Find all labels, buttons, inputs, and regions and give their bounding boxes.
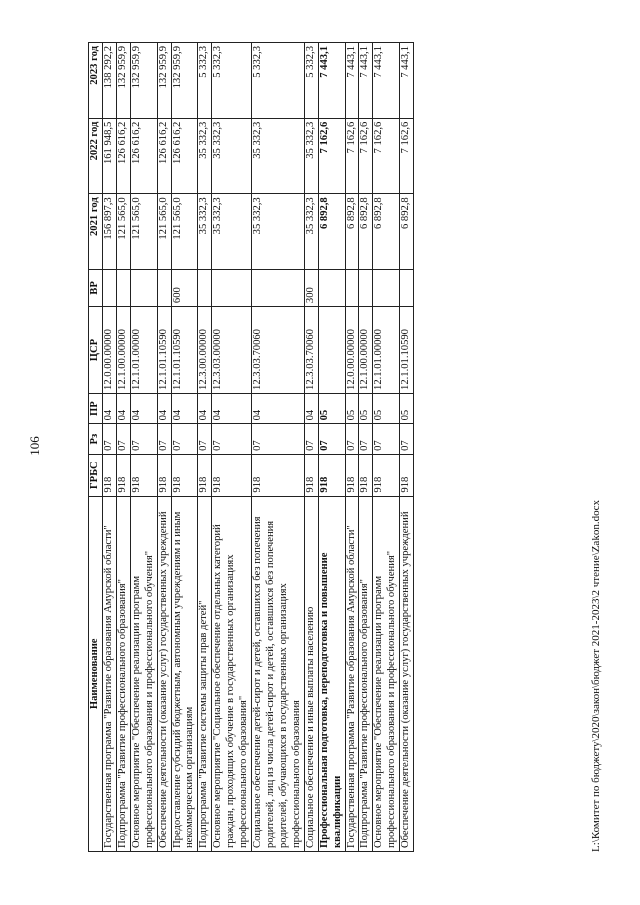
cell-name: Подпрограмма "Развитие профессионального образования"	[359, 496, 373, 851]
cell-pr: 04	[102, 393, 116, 423]
header-pr: ПР	[89, 393, 103, 423]
cell-csr: 12.3.00.00000	[198, 307, 212, 394]
cell-grbs: 918	[130, 454, 157, 496]
cell-y2023: 7 443,1	[345, 43, 359, 119]
cell-pr: 04	[130, 393, 157, 423]
page-number: 106	[27, 436, 42, 456]
cell-csr: 12.1.00.00000	[116, 307, 130, 394]
cell-y2023: 132 959,9	[116, 43, 130, 119]
cell-vr: 300	[304, 269, 318, 306]
cell-pr: 05	[373, 393, 400, 423]
cell-grbs: 918	[171, 454, 198, 496]
table-row	[157, 43, 171, 852]
cell-name: Государственная программа "Развитие образования Амурской области"	[102, 496, 116, 851]
cell-name: Социальное обеспечение детей-сирот и детей, оставшихся без попечения родителей, лиц из числа детей-сирот и детей, оставшихся без попечения родителей, обучающихся в государственных организациях профессионального образования	[252, 496, 305, 851]
cell-rz: 07	[212, 424, 252, 454]
cell-rz: 07	[157, 424, 171, 454]
cell-vr	[212, 269, 252, 306]
cell-y2022: 35 332,3	[304, 118, 318, 194]
cell-rz: 07	[359, 424, 373, 454]
cell-y2022: 161 948,5	[102, 118, 116, 194]
cell-y2023: 7 443,1	[373, 43, 400, 119]
cell-y2021: 6 892,8	[373, 194, 400, 270]
table-row	[304, 43, 318, 852]
table-row	[171, 43, 198, 852]
cell-vr	[345, 269, 359, 306]
cell-y2021: 35 332,3	[252, 194, 305, 270]
cell-y2021: 121 565,0	[116, 194, 130, 270]
cell-rz: 07	[116, 424, 130, 454]
cell-y2022: 7 162,6	[359, 118, 373, 194]
cell-rz: 07	[171, 424, 198, 454]
cell-pr: 04	[157, 393, 171, 423]
cell-grbs: 918	[252, 454, 305, 496]
cell-y2021: 121 565,0	[130, 194, 157, 270]
header-vr: ВР	[89, 269, 103, 306]
table-row	[345, 43, 359, 852]
table-row	[198, 43, 212, 852]
cell-y2023: 5 332,3	[252, 43, 305, 119]
table-row	[252, 43, 305, 852]
cell-grbs: 918	[157, 454, 171, 496]
cell-grbs: 918	[345, 454, 359, 496]
cell-pr: 05	[318, 393, 345, 423]
cell-y2023: 138 292,2	[102, 43, 116, 119]
cell-y2022: 7 162,6	[373, 118, 400, 194]
cell-csr: 12.1.00.00000	[359, 307, 373, 394]
cell-pr: 04	[212, 393, 252, 423]
cell-y2023: 132 959,9	[171, 43, 198, 119]
cell-y2022: 126 616,2	[171, 118, 198, 194]
cell-y2021: 35 332,3	[304, 194, 318, 270]
cell-y2023: 132 959,9	[157, 43, 171, 119]
cell-csr: 12.0.00.00000	[102, 307, 116, 394]
cell-vr	[157, 269, 171, 306]
cell-name: Профессиональная подготовка, переподготовка и повышение квалификации	[318, 496, 345, 851]
cell-name: Подпрограмма "Развитие профессионального образования"	[116, 496, 130, 851]
cell-y2022: 126 616,2	[157, 118, 171, 194]
cell-y2022: 7 162,6	[400, 118, 414, 194]
cell-y2021: 156 897,3	[102, 194, 116, 270]
cell-rz: 07	[345, 424, 359, 454]
cell-y2022: 35 332,3	[212, 118, 252, 194]
cell-y2022: 35 332,3	[198, 118, 212, 194]
cell-y2021: 35 332,3	[198, 194, 212, 270]
cell-csr: 12.3.03.70060	[304, 307, 318, 394]
cell-vr	[359, 269, 373, 306]
cell-y2023: 7 443,1	[400, 43, 414, 119]
cell-name: Основное мероприятие "Обеспечение реализации программ профессионального образования и профессионального обучения"	[373, 496, 400, 851]
cell-csr: 12.1.01.00000	[130, 307, 157, 394]
table-row	[212, 43, 252, 852]
cell-y2021: 6 892,8	[345, 194, 359, 270]
cell-y2021: 6 892,8	[359, 194, 373, 270]
cell-y2021: 121 565,0	[171, 194, 198, 270]
header-2022: 2022 год	[89, 118, 103, 194]
cell-pr: 05	[359, 393, 373, 423]
table-body	[102, 43, 413, 852]
cell-rz: 07	[304, 424, 318, 454]
cell-csr: 12.0.00.00000	[345, 307, 359, 394]
table-row	[102, 43, 116, 852]
cell-y2022: 126 616,2	[116, 118, 130, 194]
cell-y2022: 35 332,3	[252, 118, 305, 194]
table-header-row	[89, 43, 103, 852]
table-row	[359, 43, 373, 852]
cell-pr: 04	[116, 393, 130, 423]
cell-name: Обеспечение деятельности (оказание услуг) государственных учреждений	[400, 496, 414, 851]
cell-name: Социальное обеспечение и иные выплаты населению	[304, 496, 318, 851]
table-row	[130, 43, 157, 852]
cell-rz: 07	[400, 424, 414, 454]
cell-rz: 07	[130, 424, 157, 454]
cell-vr: 600	[171, 269, 198, 306]
cell-vr	[130, 269, 157, 306]
cell-rz: 07	[198, 424, 212, 454]
table-row	[373, 43, 400, 852]
cell-y2023: 5 332,3	[198, 43, 212, 119]
budget-table	[88, 42, 414, 852]
cell-csr	[318, 307, 345, 394]
header-2021: 2021 год	[89, 194, 103, 270]
cell-y2022: 7 162,6	[345, 118, 359, 194]
cell-grbs: 918	[373, 454, 400, 496]
cell-pr: 04	[304, 393, 318, 423]
cell-vr	[400, 269, 414, 306]
cell-y2021: 6 892,8	[400, 194, 414, 270]
cell-csr: 12.1.01.10590	[157, 307, 171, 394]
cell-y2023: 5 332,3	[304, 43, 318, 119]
cell-pr: 04	[252, 393, 305, 423]
header-rz: Рз	[89, 424, 103, 454]
cell-y2023: 7 443,1	[318, 43, 345, 119]
table-row	[116, 43, 130, 852]
table-row	[400, 43, 414, 852]
cell-rz: 07	[318, 424, 345, 454]
cell-grbs: 918	[359, 454, 373, 496]
cell-name: Подпрограмма "Развитие системы защиты прав детей"	[198, 496, 212, 851]
cell-vr	[252, 269, 305, 306]
cell-csr: 12.1.01.10590	[400, 307, 414, 394]
cell-y2022: 7 162,6	[318, 118, 345, 194]
cell-grbs: 918	[102, 454, 116, 496]
file-path-footer: L:\Комитет по бюджету\2020\закон\бюджет 2021-2023\2 чтение\Zakon.docx	[590, 500, 602, 852]
cell-pr: 05	[400, 393, 414, 423]
cell-grbs: 918	[400, 454, 414, 496]
cell-grbs: 918	[318, 454, 345, 496]
cell-name: Предоставление субсидий бюджетным, автономным учреждениям и иным некоммерческим организациям	[171, 496, 198, 851]
cell-csr: 12.1.01.00000	[373, 307, 400, 394]
cell-y2021: 35 332,3	[212, 194, 252, 270]
cell-pr: 04	[171, 393, 198, 423]
cell-vr	[318, 269, 345, 306]
cell-vr	[373, 269, 400, 306]
cell-grbs: 918	[116, 454, 130, 496]
cell-y2023: 132 959,9	[130, 43, 157, 119]
cell-rz: 07	[252, 424, 305, 454]
cell-grbs: 918	[304, 454, 318, 496]
cell-grbs: 918	[212, 454, 252, 496]
cell-csr: 12.3.03.70060	[252, 307, 305, 394]
cell-y2021: 6 892,8	[318, 194, 345, 270]
cell-csr: 12.3.03.00000	[212, 307, 252, 394]
table-row	[318, 43, 345, 852]
cell-vr	[116, 269, 130, 306]
cell-grbs: 918	[198, 454, 212, 496]
cell-name: Обеспечение деятельности (оказание услуг) государственных учреждений	[157, 496, 171, 851]
header-2023: 2023 год	[89, 43, 103, 119]
cell-pr: 05	[345, 393, 359, 423]
cell-name: Основное мероприятие "Обеспечение реализации программ профессионального образования и профессионального обучения"	[130, 496, 157, 851]
header-name: Наименование	[89, 496, 103, 851]
cell-y2021: 121 565,0	[157, 194, 171, 270]
cell-csr: 12.1.01.10590	[171, 307, 198, 394]
rotated-table-container	[88, 42, 588, 852]
header-csr: ЦСР	[89, 307, 103, 394]
cell-name: Основное мероприятие "Социальное обеспечение отдельных категорий граждан, проходящих обучение в государственных организациях профессионального образования"	[212, 496, 252, 851]
cell-name: Государственная программа "Развитие образования Амурской области"	[345, 496, 359, 851]
cell-pr: 04	[198, 393, 212, 423]
cell-y2023: 5 332,3	[212, 43, 252, 119]
header-grbs: ГРБС	[89, 454, 103, 496]
cell-rz: 07	[102, 424, 116, 454]
cell-y2022: 126 616,2	[130, 118, 157, 194]
cell-vr	[102, 269, 116, 306]
cell-vr	[198, 269, 212, 306]
cell-rz: 07	[373, 424, 400, 454]
cell-y2023: 7 443,1	[359, 43, 373, 119]
